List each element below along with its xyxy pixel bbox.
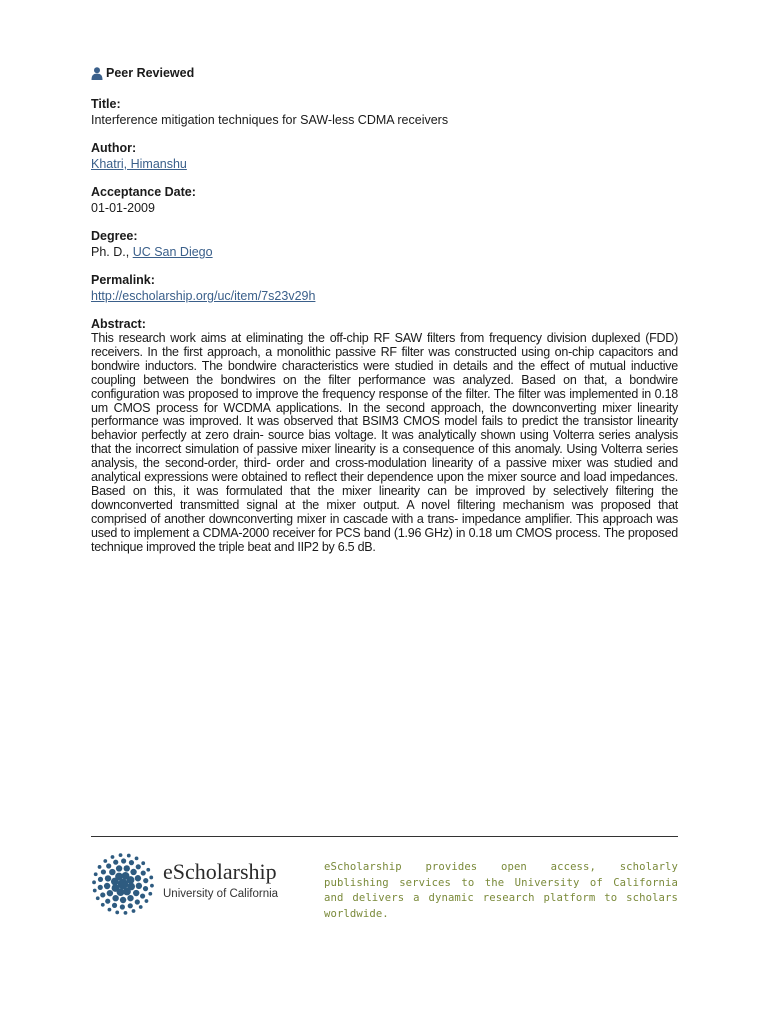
title-field: [91, 96, 678, 128]
permalink-link[interactable]: http://escholarship.org/uc/item/7s23v29h: [91, 289, 316, 303]
permalink-label: Permalink:: [91, 273, 155, 287]
degree-label: Degree:: [91, 229, 138, 243]
peer-reviewed-badge: [91, 66, 678, 80]
degree-type: Ph. D.,: [91, 245, 133, 259]
record-metadata: [91, 66, 678, 555]
escholarship-logo-icon[interactable]: [91, 852, 155, 916]
brand[interactable]: [163, 860, 278, 900]
peer-reviewed-label: Peer Reviewed: [106, 66, 195, 80]
acceptance-date-field: [91, 184, 678, 216]
footer-divider: [91, 836, 678, 837]
author-field: [91, 140, 678, 172]
brand-subtitle: University of California: [163, 888, 279, 900]
acceptance-date-value: 01-01-2009: [91, 201, 155, 215]
degree-value: [91, 244, 678, 260]
abstract-field: [91, 316, 678, 555]
footer: [91, 850, 678, 920]
acceptance-date-label: Acceptance Date:: [91, 185, 196, 199]
degree-field: [91, 228, 678, 260]
author-label: Author:: [91, 141, 137, 155]
person-icon: [91, 67, 103, 80]
brand-name: eScholarship: [163, 859, 277, 884]
degree-school-link[interactable]: UC San Diego: [132, 245, 213, 259]
title-label: Title:: [91, 97, 121, 111]
author-link[interactable]: Khatri, Himanshu: [91, 157, 187, 171]
permalink-field: [91, 272, 678, 304]
footer-tagline: eScholarship provides open access, scholarly publishing services to the University of California and delivers a dynamic research platform to scholars worldwide.: [324, 861, 678, 920]
title-value: Interference mitigation techniques for SAW-less CDMA receivers: [91, 113, 449, 127]
abstract-text: This research work aims at eliminating the off-chip RF SAW filters from frequency division duplexed (FDD) receivers. In the first approach, a monolithic passive RF filter was constructed using on-chip capacitors and bondwire inductors. The bondwire characteristics were studied in details and the effect of mutual inductive coupling between the bondwires on the filter performance was analyzed. Based on that, a bondwire configuration was proposed to improve the frequency response of the filter. The filter was implemented in 0.18 um CMOS process for WCDMA applications. In the second approach, the downconverting mixer linearity performance was improved. It was observed that BSIM3 CMOS model fails to predict the transistor linearity behavior perfectly at zero drain- source bias voltage. It was analytically shown using Volterra series analysis that the incorrect simulation of passive mixer linearity is a consequence of this anomaly. Using Volterra series analysis, the second-order, third- order and cross-modulation linearity of a passive mixer was studied and analytical expressions were obtained to reflect their dependence upon the mixer source and load impedances. Based on this, it was formulated that the mixer linearity can be improved by selectively filtering the downconverted transmitted signal at the mixer output. A novel filtering mechanism was proposed that comprised of another downconverting mixer in cascade with a trans- impedance amplifier. This approach was used to implement a CDMA-2000 receiver for PCS band (1.96 GHz) in 0.18 um CMOS process. The proposed technique improved the triple beat and IIP2 by 6.5 dB.: [91, 331, 678, 554]
abstract-label: Abstract:: [91, 317, 146, 331]
